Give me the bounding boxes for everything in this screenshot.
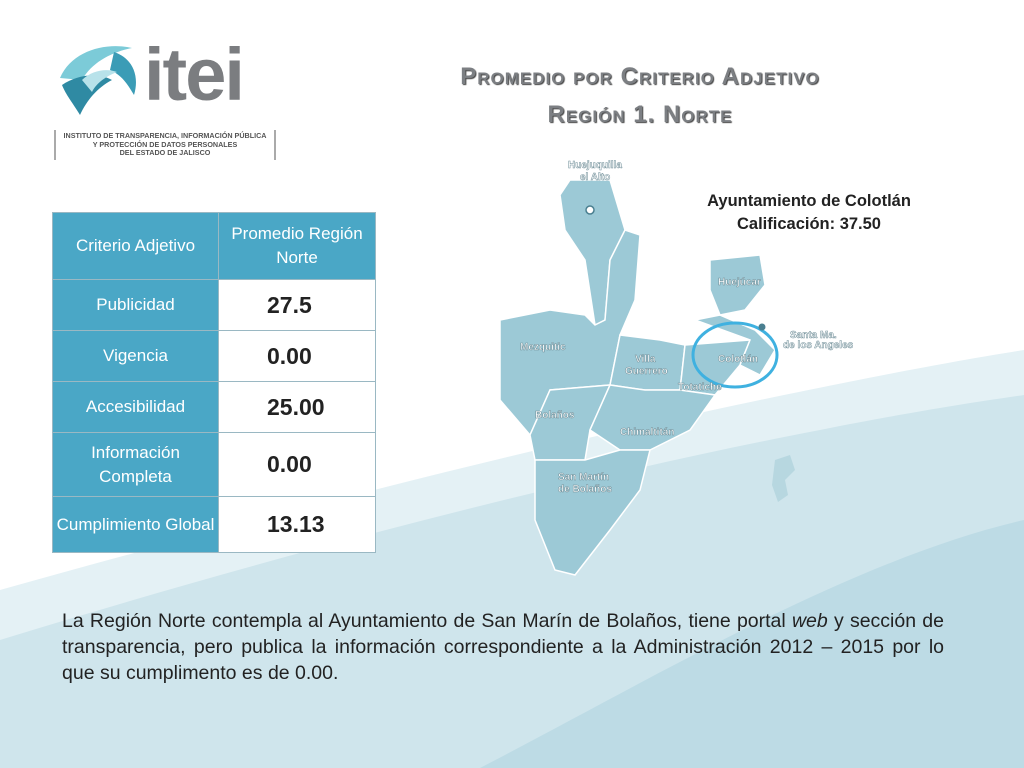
huejuquilla-marker — [586, 206, 594, 214]
label-villa-2: Guerrero — [625, 366, 668, 377]
valor-cell: 13.13 — [219, 497, 376, 553]
table-header-row — [53, 213, 376, 280]
logo-wordmark: itei — [144, 33, 243, 116]
label-santa-ma: Santa Ma. — [790, 330, 837, 341]
municipality-san-martin — [535, 450, 650, 575]
itei-emblem-icon — [52, 40, 147, 120]
label-huejucar: Huejúcar — [718, 277, 761, 288]
table-row — [53, 280, 376, 331]
valor-cell: 27.5 — [219, 280, 376, 331]
page-title: Promedio por Criterio Adjetivo Región 1. Norte — [460, 63, 820, 128]
label-chimaltitan: Chimaltitán — [620, 427, 675, 438]
table-row — [53, 331, 376, 382]
municipality-score: Calificación: 37.50 — [737, 215, 881, 233]
itei-logo — [52, 33, 277, 168]
valor-cell: 0.00 — [219, 433, 376, 497]
label-totatiche: Totatiche — [678, 382, 722, 393]
jalisco-outline-icon — [772, 455, 795, 502]
valor-cell: 0.00 — [219, 331, 376, 382]
header-criterio: Criterio Adjetivo — [53, 213, 219, 280]
municipality-name: Ayuntamiento de Colotlán — [707, 192, 911, 210]
table-row — [53, 382, 376, 433]
criteria-table — [52, 212, 376, 553]
label-san-martin-2: de Bolaños — [558, 484, 612, 495]
criterio-cell: Accesibilidad — [53, 382, 219, 433]
map-shapes — [500, 180, 775, 575]
label-huejuquilla: Huejuquilla — [568, 160, 622, 171]
label-santa-ma-2: de los Angeles — [783, 340, 854, 351]
summary-paragraph: La Región Norte contempla al Ayuntamiento de San Marín de Bolaños, tiene portal web y sección de transparencia, pero publica la información correspondiente a la Administración 2012 – 2015 por lo que su cumplimento es de 0.00. — [62, 610, 944, 684]
label-colotlan: Colotlán — [718, 354, 758, 365]
label-bolanos: Bolaños — [535, 410, 575, 421]
criterio-cell: Publicidad — [53, 280, 219, 331]
criterio-cell: Cumplimiento Global — [53, 497, 219, 553]
logo-tagline: INSTITUTO DE TRANSPARENCIA, INFORMACIÓN PÚBLICA Y PROTECCIÓN DE DATOS PERSONALES DEL ESTADO DE JALISCO — [54, 130, 276, 160]
label-villa: Villa — [635, 354, 656, 365]
valor-cell: 25.00 — [219, 382, 376, 433]
table-row — [53, 497, 376, 553]
santa-maria-marker — [759, 324, 766, 331]
label-san-martin: San Martín — [558, 472, 610, 483]
criterio-cell: Información Completa — [53, 433, 219, 497]
label-mezquitic: Mezquitic — [520, 342, 566, 353]
municipality-chimaltitan — [590, 385, 715, 450]
criterio-cell: Vigencia — [53, 331, 219, 382]
header-promedio: Promedio Región Norte — [219, 213, 376, 280]
label-huejuquilla-2: el Alto — [580, 172, 611, 183]
region-map — [490, 150, 880, 585]
table-row — [53, 433, 376, 497]
